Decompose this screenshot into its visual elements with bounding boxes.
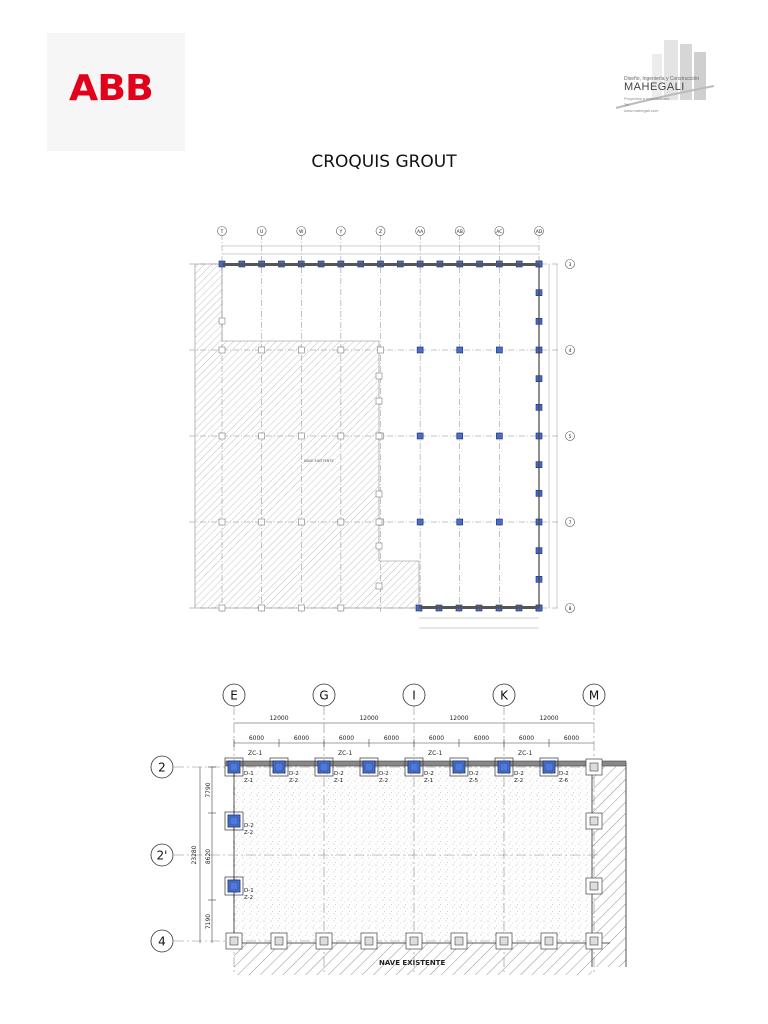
existing-column <box>259 605 265 611</box>
svg-text:U: U <box>259 229 264 235</box>
abb-logo: ABB <box>69 68 153 109</box>
plan-bottom-axis-bubble <box>583 684 605 706</box>
plan-bottom-axis-bubble <box>223 684 245 706</box>
column-tag: Z-5 <box>469 778 479 784</box>
zc-label: ZC-1 <box>428 750 443 757</box>
existing-column <box>316 933 332 949</box>
existing-column <box>376 373 382 379</box>
svg-text:AC: AC <box>496 229 503 235</box>
existing-column <box>376 543 382 549</box>
sub-span-dimension: 6000 <box>563 735 580 742</box>
grout-column <box>496 433 502 439</box>
existing-column <box>541 933 557 949</box>
existing-column <box>259 347 265 353</box>
svg-text:G: G <box>319 688 329 703</box>
existing-column <box>376 491 382 497</box>
zc-label: ZC-1 <box>248 750 263 757</box>
plan-bottom-label: NAVE EXISTENTE <box>379 959 446 967</box>
existing-column <box>338 433 344 439</box>
column-tag: D-2 <box>424 771 434 777</box>
column-tag: D-2 <box>514 771 524 777</box>
svg-text:Z: Z <box>378 229 383 235</box>
grout-column <box>360 758 378 776</box>
plan-bottom-axis-bubble <box>493 684 515 706</box>
existing-column <box>586 933 602 949</box>
svg-text:4: 4 <box>158 934 166 949</box>
plan-top-center-label: NAVE EXISTENTE <box>304 459 334 463</box>
sub-span-dimension: 6000 <box>338 735 355 742</box>
svg-text:E: E <box>230 688 238 703</box>
existing-column <box>586 759 602 775</box>
svg-text:AA: AA <box>416 229 424 235</box>
grout-column <box>225 758 243 776</box>
existing-column <box>376 433 382 439</box>
svg-text:W: W <box>299 229 304 235</box>
column-tag: Z-1 <box>244 778 254 784</box>
existing-column <box>271 933 287 949</box>
column-tag: D-2 <box>244 823 254 829</box>
plan-top-axis-bubble <box>336 227 345 236</box>
existing-column <box>298 347 304 353</box>
existing-column <box>376 519 382 525</box>
column-tag: D-2 <box>559 771 569 777</box>
sub-span-dimension: 6000 <box>518 735 535 742</box>
plan-top-row-bubble <box>566 518 575 527</box>
existing-column <box>586 813 602 829</box>
column-tag: Z-2 <box>244 830 254 836</box>
span-dimension: 12000 <box>269 715 289 722</box>
grout-plan-overview <box>189 216 585 636</box>
grout-column <box>225 812 243 830</box>
plan-top-row-bubble <box>566 260 575 269</box>
column-tag: D-2 <box>289 771 299 777</box>
grout-column <box>457 347 463 353</box>
column-tag: D-2 <box>334 771 344 777</box>
grout-column <box>405 758 423 776</box>
plan-top-row-bubble <box>566 432 575 441</box>
existing-column <box>406 933 422 949</box>
span-dimension: 12000 <box>539 715 559 722</box>
column-tag: Z-2 <box>289 778 299 784</box>
svg-text:5: 5 <box>568 434 572 440</box>
grout-column <box>457 433 463 439</box>
grout-column <box>540 758 558 776</box>
column-tag: Z-2 <box>379 778 389 784</box>
existing-column <box>298 433 304 439</box>
plan-bottom-axis-bubble <box>403 684 425 706</box>
existing-column <box>219 318 225 324</box>
plan-top-axis-bubble <box>376 227 385 236</box>
mahegali-line-3: www.mahegali.com <box>624 108 659 113</box>
mahegali-line-2: Tel. <box>624 102 631 107</box>
grout-column <box>495 758 513 776</box>
zc-label: ZC-1 <box>338 750 353 757</box>
svg-text:AB: AB <box>456 229 463 235</box>
svg-text:7: 7 <box>568 520 572 526</box>
plan-top-axis-bubble <box>535 227 544 236</box>
svg-text:2: 2 <box>158 760 166 775</box>
sub-span-dimension: 6000 <box>383 735 400 742</box>
column-tag: Z-1 <box>424 778 434 784</box>
existing-column <box>496 933 512 949</box>
plan-bottom-row-bubble <box>151 930 173 952</box>
existing-column <box>451 933 467 949</box>
svg-text:M: M <box>588 688 600 703</box>
grout-column <box>270 758 288 776</box>
abb-logo-panel <box>47 33 185 151</box>
svg-text:2': 2' <box>156 848 168 863</box>
span-dimension: 12000 <box>359 715 379 722</box>
grout-plan-detail <box>130 675 630 985</box>
existing-column <box>219 433 225 439</box>
grout-column <box>417 433 423 439</box>
mahegali-logo <box>612 38 717 120</box>
plan-bottom-axis-bubble <box>313 684 335 706</box>
existing-column <box>378 347 384 353</box>
left-dimension: 8620 <box>205 848 212 865</box>
existing-column <box>376 398 382 404</box>
svg-text:T: T <box>220 229 224 235</box>
existing-column <box>226 933 242 949</box>
existing-column <box>219 605 225 611</box>
plan-top-axis-bubble <box>297 227 306 236</box>
total-dimension: 23280 <box>191 845 198 865</box>
existing-column <box>219 347 225 353</box>
column-tag: Z-2 <box>244 895 254 901</box>
grout-column <box>417 347 423 353</box>
grout-column <box>496 519 502 525</box>
page-title: CROQUIS GROUT <box>311 152 457 172</box>
existing-column <box>361 933 377 949</box>
sub-span-dimension: 6000 <box>428 735 445 742</box>
column-tag: Z-6 <box>559 778 569 784</box>
sub-span-dimension: 6000 <box>473 735 490 742</box>
plan-top-axis-bubble <box>455 227 464 236</box>
column-tag: D-2 <box>469 771 479 777</box>
grout-column <box>315 758 333 776</box>
grout-column <box>225 877 243 895</box>
svg-text:K: K <box>500 688 508 703</box>
plan-top-axis-bubble <box>495 227 504 236</box>
left-dimension: 7190 <box>205 913 212 930</box>
svg-text:AD: AD <box>535 229 543 235</box>
svg-text:4: 4 <box>568 348 572 354</box>
plan-bottom-row-bubble <box>151 844 173 866</box>
grout-column <box>450 758 468 776</box>
plan-top-row-bubble <box>566 604 575 613</box>
grout-column <box>417 519 423 525</box>
existing-column <box>376 583 382 589</box>
existing-column <box>259 519 265 525</box>
zc-label: ZC-1 <box>518 750 533 757</box>
existing-column <box>219 519 225 525</box>
svg-text:3: 3 <box>568 262 572 268</box>
mahegali-name: MAHEGALI <box>624 81 685 93</box>
mahegali-line-1: Proyectos e instalaciones <box>624 96 670 101</box>
sub-span-dimension: 6000 <box>293 735 310 742</box>
existing-column <box>338 605 344 611</box>
plan-top-axis-bubble <box>416 227 425 236</box>
existing-column <box>298 519 304 525</box>
sub-span-dimension: 6000 <box>248 735 265 742</box>
mahegali-tagline: Diseño, Ingeniería y Construcción <box>624 76 700 82</box>
existing-column <box>586 878 602 894</box>
plan-top-axis-bubble <box>257 227 266 236</box>
grout-column <box>457 519 463 525</box>
span-dimension: 12000 <box>449 715 469 722</box>
column-tag: Z-1 <box>334 778 344 784</box>
plan-top-row-bubble <box>566 346 575 355</box>
column-tag: D-1 <box>244 888 254 894</box>
column-tag: D-1 <box>244 771 254 777</box>
left-dimension: 7790 <box>205 782 212 798</box>
plan-top-axis-bubble <box>218 227 227 236</box>
existing-column <box>259 433 265 439</box>
svg-text:8: 8 <box>568 606 572 612</box>
column-tag: Z-2 <box>514 778 524 784</box>
existing-column <box>298 605 304 611</box>
plan-bottom-row-bubble <box>151 756 173 778</box>
svg-text:Y: Y <box>339 229 343 235</box>
existing-column <box>338 519 344 525</box>
grout-column <box>496 347 502 353</box>
column-tag: D-2 <box>379 771 389 777</box>
svg-text:I: I <box>412 688 416 703</box>
existing-column <box>338 347 344 353</box>
